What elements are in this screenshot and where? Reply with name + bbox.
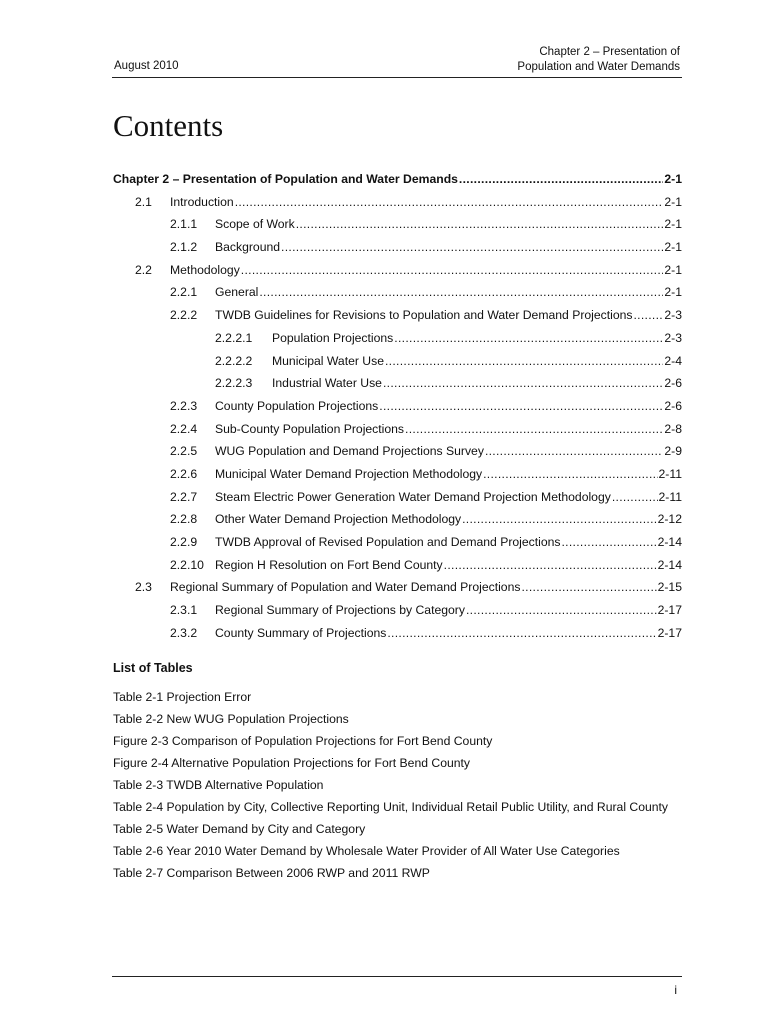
toc-entry-number: 2.3 [135,580,152,595]
toc-entry-page: 2-6 [664,376,682,391]
toc-entry-title: General [215,285,259,300]
toc-entry-number: 2.2.3 [170,398,198,413]
toc-dot-leader [459,172,663,186]
toc-entry-page: 2-17 [657,625,682,640]
toc-entry-number: 2.3.1 [170,603,198,618]
toc-entry-number: 2.2.9 [170,535,198,549]
toc-entry[interactable] [113,285,682,308]
toc-entry-title: County Population Projections [215,398,379,413]
toc-entry-number: 2.2.7 [170,489,198,504]
toc-entry[interactable] [113,422,682,445]
toc-dot-leader [387,626,656,640]
toc-entry-page: 2-6 [664,398,682,413]
header-chapter [517,45,680,75]
toc-entry[interactable] [113,603,682,626]
toc-entry-page: 2-8 [664,421,682,436]
toc-entry-page: 2-12 [657,512,682,527]
toc-entry[interactable] [113,217,682,240]
toc-entry-number: 2.1 [135,194,152,209]
toc-entry-title: Background [215,240,281,255]
toc-entry-page: 2-17 [657,603,682,618]
toc-entry[interactable] [113,626,682,649]
toc-entry[interactable] [113,535,682,558]
toc-entry-title: Scope of Work [215,217,295,232]
toc-entry-page: 2-1 [664,240,682,255]
toc-entry-page: 2-1 [664,172,682,186]
toc-entry[interactable] [113,263,682,286]
toc-entry-number: 2.2.8 [170,512,198,527]
toc-entry[interactable] [113,331,682,354]
toc-entry-number: 2.2.2.3 [215,376,253,391]
toc-entry[interactable] [113,558,682,581]
table-of-contents [113,172,682,648]
toc-entry-page: 2-3 [664,308,682,323]
toc-entry-title: Sub-County Population Projections [215,421,405,436]
toc-entry-number: 2.2 [135,262,152,277]
toc-entry-title: Industrial Water Use [272,376,382,391]
toc-entry[interactable] [113,240,682,263]
list-of-tables-item[interactable]: Table 2-5 Water Demand by City and Category [113,822,366,836]
toc-dot-leader [383,376,663,390]
toc-entry-number: 2.1.2 [170,240,198,255]
toc-entry-title: TWDB Approval of Revised Population and Demand Projections [215,535,561,549]
toc-entry-title: TWDB Guidelines for Revisions to Population and Water Demand Projections [215,308,633,323]
toc-entry[interactable] [113,172,682,195]
toc-entry-title: Regional Summary of Projections by Category [215,603,465,618]
toc-entry-page: 2-1 [664,194,682,209]
list-of-tables-item[interactable]: Figure 2-4 Alternative Population Projections for Fort Bend County [113,756,471,770]
toc-entry-number: 2.2.2 [170,308,198,323]
toc-dot-leader [405,422,663,436]
toc-dot-leader [462,512,656,526]
toc-dot-leader [235,195,664,209]
toc-entry-number: 2.2.1 [170,285,198,300]
toc-entry[interactable] [113,195,682,218]
toc-dot-leader [485,444,663,458]
toc-entry-page: 2-11 [658,489,682,504]
toc-entry-page: 2-14 [657,557,682,572]
toc-entry-page: 2-11 [658,466,682,481]
list-of-tables-item[interactable]: Table 2-4 Population by City, Collective Reporting Unit, Individual Retail Public Utility, and Rural County [113,800,669,814]
toc-entry[interactable] [113,490,682,513]
toc-entry-title: Methodology [170,262,240,277]
toc-entry-page: 2-1 [664,285,682,300]
toc-entry-page: 2-9 [664,444,682,459]
toc-entry-title: Population Projections [272,330,394,345]
toc-dot-leader [296,217,664,231]
toc-entry-number: 2.2.5 [170,444,198,459]
toc-entry-title: Steam Electric Power Generation Water Demand Projection Methodology [215,489,611,504]
list-of-tables-heading: List of Tables [113,661,193,675]
toc-entry-page: 2-15 [657,580,682,595]
toc-dot-leader [259,285,663,299]
toc-entry-page: 2-3 [664,330,682,345]
toc-dot-leader [634,308,664,322]
toc-entry-page: 2-1 [664,217,682,232]
toc-entry-title: County Summary of Projections [215,625,387,640]
footer-rule [112,976,682,977]
list-of-tables-item[interactable]: Table 2-1 Projection Error [113,690,252,704]
toc-dot-leader [385,354,663,368]
toc-entry-title: Municipal Water Use [272,353,384,368]
toc-entry-number: 2.2.6 [170,466,198,481]
toc-entry[interactable] [113,308,682,331]
toc-entry[interactable] [113,580,682,603]
toc-entry-title: Regional Summary of Population and Water Demand Projections [170,580,521,595]
toc-entry[interactable] [113,399,682,422]
toc-dot-leader [562,535,657,549]
header-rule [112,77,682,78]
toc-entry-number: 2.3.2 [170,625,198,640]
toc-entry[interactable] [113,512,682,535]
toc-entry-title: Introduction [170,194,234,209]
page-title: Contents [113,108,224,143]
toc-entry-page: 2-1 [664,262,682,277]
toc-entry-number: 2.2.10 [170,557,204,572]
toc-entry-number: 2.2.4 [170,421,198,436]
toc-dot-leader [444,558,657,572]
toc-entry-page: 2-4 [664,353,682,368]
toc-entry-page: 2-14 [657,535,682,549]
toc-entry[interactable] [113,376,682,399]
toc-entry-title: Chapter 2 – Presentation of Population and Water Demands [113,172,458,186]
header-date: August 2010 [114,60,179,72]
toc-dot-leader [241,263,664,277]
toc-entry[interactable] [113,444,682,467]
list-of-tables-item[interactable]: Figure 2-3 Comparison of Population Projections for Fort Bend County [113,734,493,748]
toc-entry-title: Region H Resolution on Fort Bend County [215,557,443,572]
toc-dot-leader [466,603,657,617]
toc-entry-title: Municipal Water Demand Projection Methodology [215,466,483,481]
toc-entry[interactable] [113,354,682,377]
page-number: i [674,983,677,997]
toc-entry[interactable] [113,467,682,490]
toc-dot-leader [521,580,656,594]
toc-dot-leader [379,399,663,413]
toc-entry-title: WUG Population and Demand Projections Survey [215,444,484,459]
toc-entry-number: 2.1.1 [170,217,198,232]
list-of-tables-item[interactable]: Table 2-3 TWDB Alternative Population [113,778,324,792]
toc-entry-number: 2.2.2.2 [215,353,253,368]
toc-dot-leader [483,467,657,481]
toc-dot-leader [612,490,658,504]
list-of-tables-item[interactable]: Table 2-7 Comparison Between 2006 RWP and 2011 RWP [113,866,430,880]
toc-dot-leader [394,331,663,345]
list-of-tables [113,690,673,888]
toc-entry-number: 2.2.2.1 [215,330,253,345]
list-of-tables-item[interactable]: Table 2-2 New WUG Population Projections [113,712,349,726]
list-of-tables-item[interactable]: Table 2-6 Year 2010 Water Demand by Wholesale Water Provider of All Water Use Categories [113,844,620,858]
toc-entry-title: Other Water Demand Projection Methodology [215,512,462,527]
toc-dot-leader [281,240,663,254]
header-chapter-line1: Chapter 2 – Presentation of [539,46,680,58]
header-chapter-line2: Population and Water Demands [517,61,680,73]
